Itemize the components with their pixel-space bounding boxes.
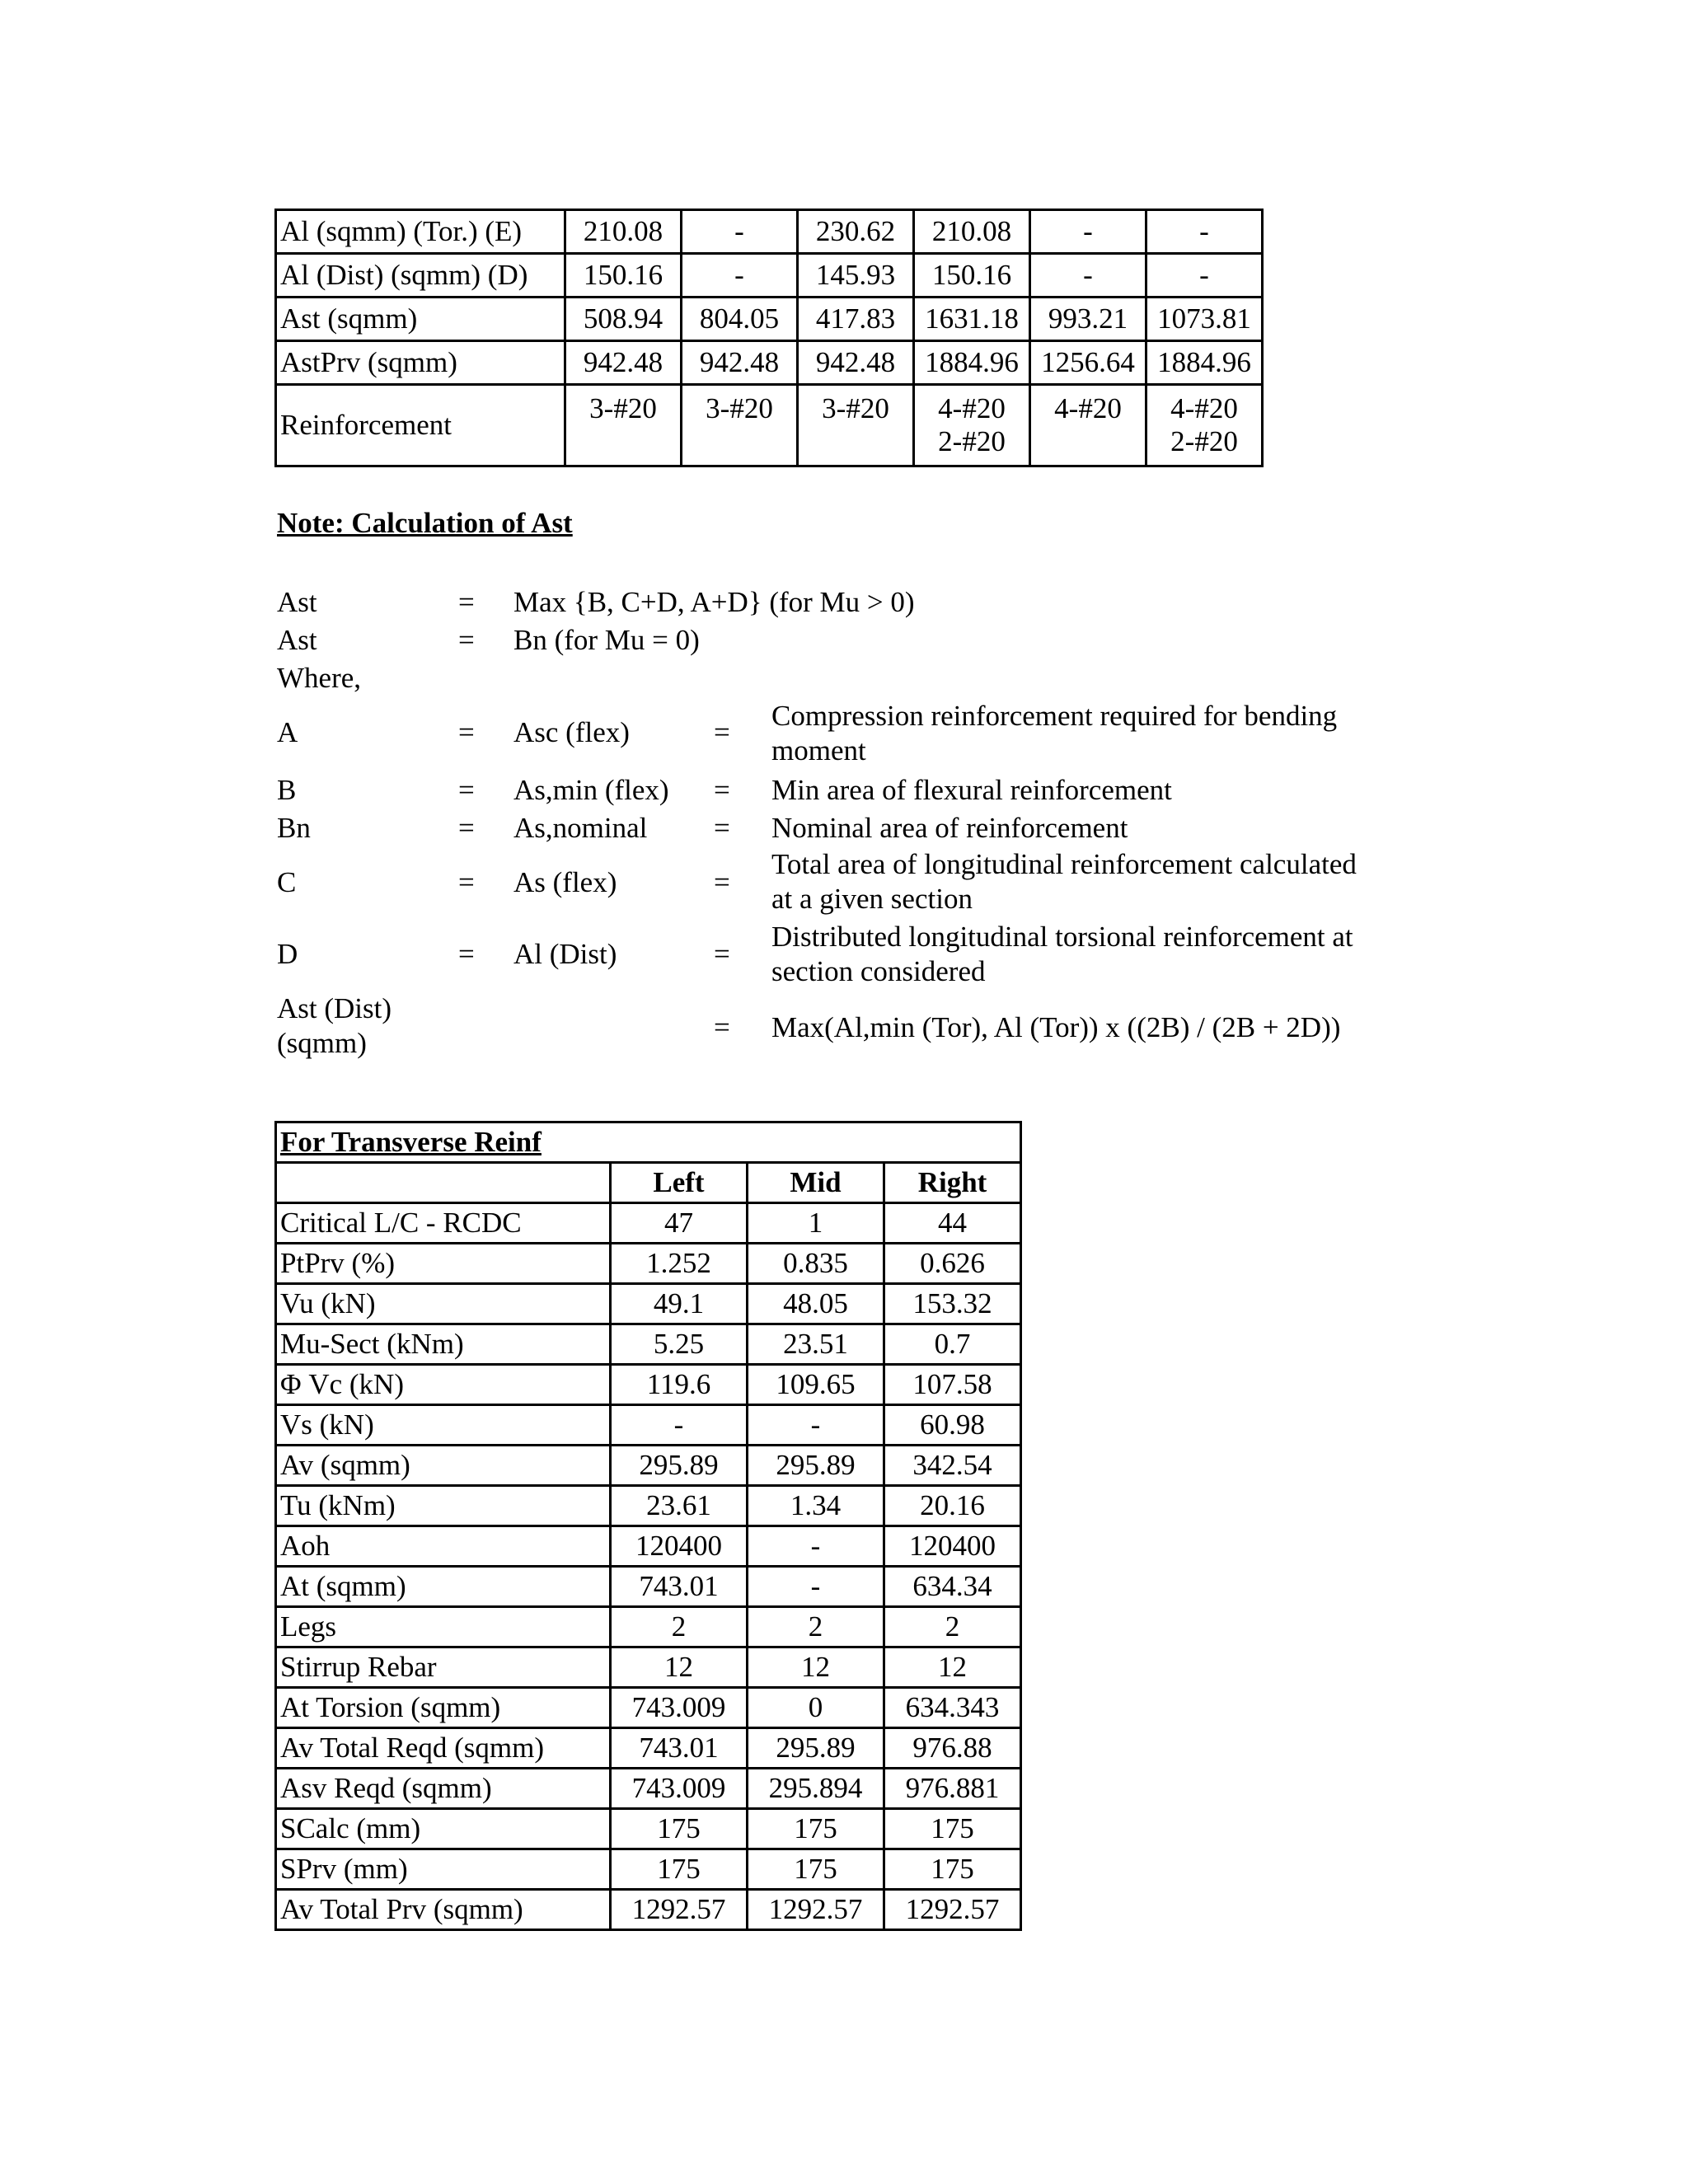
formula1-lhs: Ast (277, 586, 317, 618)
row-label: At (sqmm) (276, 1567, 611, 1607)
formula2-equals: = (458, 624, 475, 656)
def-c-equals-2: = (714, 866, 730, 898)
reinforcement-cell (1030, 385, 1146, 466)
row-label: Φ Vc (kN) (276, 1365, 611, 1405)
transverse-table-row (276, 1446, 1021, 1486)
transverse-table-row (276, 1809, 1021, 1849)
table-cell: 1884.96 (914, 341, 1030, 385)
longitudinal-table-body (276, 210, 1263, 466)
table-cell: 634.34 (884, 1567, 1021, 1607)
row-label: Av Total Prv (sqmm) (276, 1890, 611, 1930)
table-cell: 1073.81 (1146, 298, 1263, 341)
def-b-description: Min area of flexural reinforcement (771, 774, 1172, 806)
table-cell: 150.16 (914, 254, 1030, 298)
table-cell: 230.62 (798, 210, 914, 254)
reinforcement-bar-spec: 4-#20 (938, 392, 1006, 424)
table-cell: 942.48 (798, 341, 914, 385)
table-cell: 976.88 (884, 1728, 1021, 1769)
def-bn-term: As,nominal (513, 812, 648, 844)
table-cell: 1.252 (611, 1244, 748, 1284)
table-cell: 5.25 (611, 1324, 748, 1365)
row-label: Stirrup Rebar (276, 1647, 611, 1688)
table-cell: 743.01 (611, 1728, 748, 1769)
ast-dist-label-line1: Ast (Dist) (277, 992, 392, 1024)
formula2-lhs: Ast (277, 624, 317, 656)
table-cell: 295.89 (748, 1728, 884, 1769)
table-cell: 942.48 (565, 341, 682, 385)
table-cell: - (1030, 210, 1146, 254)
reinforcement-bar-spec: 4-#20 (1054, 392, 1122, 424)
table-cell: 0.626 (884, 1244, 1021, 1284)
table-cell: - (1030, 254, 1146, 298)
def-d-equals: = (458, 938, 475, 970)
table-cell: 295.894 (748, 1769, 884, 1809)
table-cell: 508.94 (565, 298, 682, 341)
table-cell: 743.01 (611, 1567, 748, 1607)
where-label: Where, (277, 662, 362, 694)
row-label: Reinforcement (276, 385, 565, 466)
formula1-rhs: Max {B, C+D, A+D} (for Mu > 0) (513, 586, 915, 618)
transverse-table-row (276, 1688, 1021, 1728)
table-cell: 47 (611, 1203, 748, 1244)
transverse-table-row (276, 1486, 1021, 1526)
table-cell: 120400 (611, 1526, 748, 1567)
table-cell: - (748, 1567, 884, 1607)
reinforcement-cell (914, 385, 1030, 466)
table-cell: 976.881 (884, 1769, 1021, 1809)
table-cell: 109.65 (748, 1365, 884, 1405)
table-cell: 1 (748, 1203, 884, 1244)
table-cell: 175 (884, 1809, 1021, 1849)
table-cell: - (748, 1526, 884, 1567)
table-cell: 153.32 (884, 1284, 1021, 1324)
transverse-table-row (276, 1607, 1021, 1647)
reinforcement-cell (565, 385, 682, 466)
table-cell: 1884.96 (1146, 341, 1263, 385)
def-a-term: Asc (flex) (513, 716, 630, 748)
row-label: Tu (kNm) (276, 1486, 611, 1526)
table-cell: 175 (611, 1809, 748, 1849)
row-label: Ast (sqmm) (276, 298, 565, 341)
transverse-table-body (276, 1122, 1021, 1930)
formula2-rhs: Bn (for Mu = 0) (513, 624, 700, 656)
def-bn-symbol: Bn (277, 812, 311, 844)
table-cell: 23.51 (748, 1324, 884, 1365)
row-label: Critical L/C - RCDC (276, 1203, 611, 1244)
row-label: Av Total Reqd (sqmm) (276, 1728, 611, 1769)
table-cell: 49.1 (611, 1284, 748, 1324)
longitudinal-table (274, 209, 1264, 467)
transverse-table-row (276, 1244, 1021, 1284)
def-b-equals: = (458, 774, 475, 806)
row-label: Al (sqmm) (Tor.) (E) (276, 210, 565, 254)
def-c-symbol: C (277, 866, 297, 898)
reinforcement-bar-spec: 3-#20 (589, 392, 657, 424)
table-cell: 1292.57 (611, 1890, 748, 1930)
transverse-table-row (276, 1526, 1021, 1567)
table-cell: 743.009 (611, 1769, 748, 1809)
def-d-term: Al (Dist) (513, 938, 617, 970)
table-cell: 150.16 (565, 254, 682, 298)
def-a-equals: = (458, 716, 475, 748)
transverse-table-row (276, 1647, 1021, 1688)
table-cell: 44 (884, 1203, 1021, 1244)
table-cell: 120400 (884, 1526, 1021, 1567)
table-cell: 1292.57 (748, 1890, 884, 1930)
table-cell: 942.48 (682, 341, 798, 385)
table-cell: 804.05 (682, 298, 798, 341)
reinforcement-bar-spec: 4-#20 (1170, 392, 1238, 424)
transverse-table-row (276, 1890, 1021, 1930)
transverse-table-row (276, 1769, 1021, 1809)
transverse-header-row (276, 1163, 1021, 1203)
table-cell: 993.21 (1030, 298, 1146, 341)
def-d-equals-2: = (714, 938, 730, 970)
formula1-equals: = (458, 586, 475, 618)
table-cell: - (682, 254, 798, 298)
table-cell: 210.08 (565, 210, 682, 254)
table-cell: - (1146, 210, 1263, 254)
table-cell: 2 (748, 1607, 884, 1647)
def-d-symbol: D (277, 938, 298, 970)
table-cell: 107.58 (884, 1365, 1021, 1405)
table-cell: 295.89 (611, 1446, 748, 1486)
def-a-symbol: A (277, 716, 298, 748)
table-cell: 0.7 (884, 1324, 1021, 1365)
column-header: Right (884, 1163, 1021, 1203)
table-cell: 0.835 (748, 1244, 884, 1284)
reinforcement-row (276, 385, 1263, 466)
table-cell: - (748, 1405, 884, 1446)
table-cell: 210.08 (914, 210, 1030, 254)
def-a-equals-2: = (714, 716, 730, 748)
row-label: Aoh (276, 1526, 611, 1567)
def-bn-description: Nominal area of reinforcement (771, 812, 1128, 844)
table-cell: 2 (611, 1607, 748, 1647)
column-header: Left (611, 1163, 748, 1203)
row-label: PtPrv (%) (276, 1244, 611, 1284)
row-label: AstPrv (sqmm) (276, 341, 565, 385)
table-cell: 175 (611, 1849, 748, 1890)
transverse-table-row (276, 1365, 1021, 1405)
table-cell: 342.54 (884, 1446, 1021, 1486)
row-label: Vs (kN) (276, 1405, 611, 1446)
def-b-symbol: B (277, 774, 297, 806)
row-label: At Torsion (sqmm) (276, 1688, 611, 1728)
table-cell: 12 (884, 1647, 1021, 1688)
row-label: Al (Dist) (sqmm) (D) (276, 254, 565, 298)
def-bn-equals-2: = (714, 812, 730, 844)
def-b-equals-2: = (714, 774, 730, 806)
reinforcement-cell (682, 385, 798, 466)
row-label: SCalc (mm) (276, 1809, 611, 1849)
reinforcement-bar-spec: 3-#20 (706, 392, 773, 424)
table-cell: 175 (748, 1809, 884, 1849)
transverse-table-row (276, 1405, 1021, 1446)
def-d-description: Distributed longitudinal torsional reinforcement at section considered (771, 921, 1353, 987)
table-cell: 1631.18 (914, 298, 1030, 341)
def-c-term: As (flex) (513, 866, 617, 898)
def-c-description: Total area of longitudinal reinforcement calculated at a given section (771, 848, 1357, 915)
reinforcement-cell (798, 385, 914, 466)
def-b-term: As,min (flex) (513, 774, 669, 806)
table-cell: - (611, 1405, 748, 1446)
ast-dist-equals: = (714, 1011, 730, 1043)
table-cell: 145.93 (798, 254, 914, 298)
table-cell: 743.009 (611, 1688, 748, 1728)
reinforcement-bar-spec: 3-#20 (822, 392, 889, 424)
table-cell: 175 (884, 1849, 1021, 1890)
table-cell: 60.98 (884, 1405, 1021, 1446)
table-cell: 1256.64 (1030, 341, 1146, 385)
transverse-title-row (276, 1122, 1021, 1163)
transverse-table-row (276, 1728, 1021, 1769)
longitudinal-table-row (276, 210, 1263, 254)
table-cell: - (1146, 254, 1263, 298)
header-blank-cell (276, 1163, 611, 1203)
table-cell: 12 (748, 1647, 884, 1688)
table-cell: - (682, 210, 798, 254)
reinforcement-bar-spec: 2-#20 (938, 425, 1006, 458)
row-label: Vu (kN) (276, 1284, 611, 1324)
transverse-table-title: For Transverse Reinf (276, 1122, 1021, 1163)
ast-dist-label-line2: (sqmm) (277, 1027, 367, 1059)
table-cell: 2 (884, 1607, 1021, 1647)
row-label: Legs (276, 1607, 611, 1647)
transverse-table-row (276, 1324, 1021, 1365)
longitudinal-table-row (276, 298, 1263, 341)
def-bn-equals: = (458, 812, 475, 844)
table-cell: 23.61 (611, 1486, 748, 1526)
longitudinal-table-row (276, 254, 1263, 298)
transverse-table-row (276, 1567, 1021, 1607)
table-cell: 295.89 (748, 1446, 884, 1486)
note-title: Note: Calculation of Ast (277, 507, 573, 539)
table-cell: 634.343 (884, 1688, 1021, 1728)
row-label: Av (sqmm) (276, 1446, 611, 1486)
transverse-table-row (276, 1284, 1021, 1324)
longitudinal-table-row (276, 341, 1263, 385)
table-cell: 0 (748, 1688, 884, 1728)
def-a-description: Compression reinforcement required for bending moment (771, 700, 1338, 766)
transverse-table-row (276, 1203, 1021, 1244)
column-header: Mid (748, 1163, 884, 1203)
table-cell: 48.05 (748, 1284, 884, 1324)
table-cell: 175 (748, 1849, 884, 1890)
row-label: SPrv (mm) (276, 1849, 611, 1890)
reinforcement-bar-spec: 2-#20 (1170, 425, 1238, 458)
table-cell: 417.83 (798, 298, 914, 341)
reinforcement-cell (1146, 385, 1263, 466)
def-c-equals: = (458, 866, 475, 898)
ast-dist-formula: Max(Al,min (Tor), Al (Tor)) x ((2B) / (2B + 2D)) (771, 1011, 1341, 1043)
table-cell: 119.6 (611, 1365, 748, 1405)
table-cell: 12 (611, 1647, 748, 1688)
row-label: Asv Reqd (sqmm) (276, 1769, 611, 1809)
transverse-table (274, 1121, 1022, 1931)
table-cell: 20.16 (884, 1486, 1021, 1526)
table-cell: 1.34 (748, 1486, 884, 1526)
table-cell: 1292.57 (884, 1890, 1021, 1930)
row-label: Mu-Sect (kNm) (276, 1324, 611, 1365)
transverse-table-row (276, 1849, 1021, 1890)
